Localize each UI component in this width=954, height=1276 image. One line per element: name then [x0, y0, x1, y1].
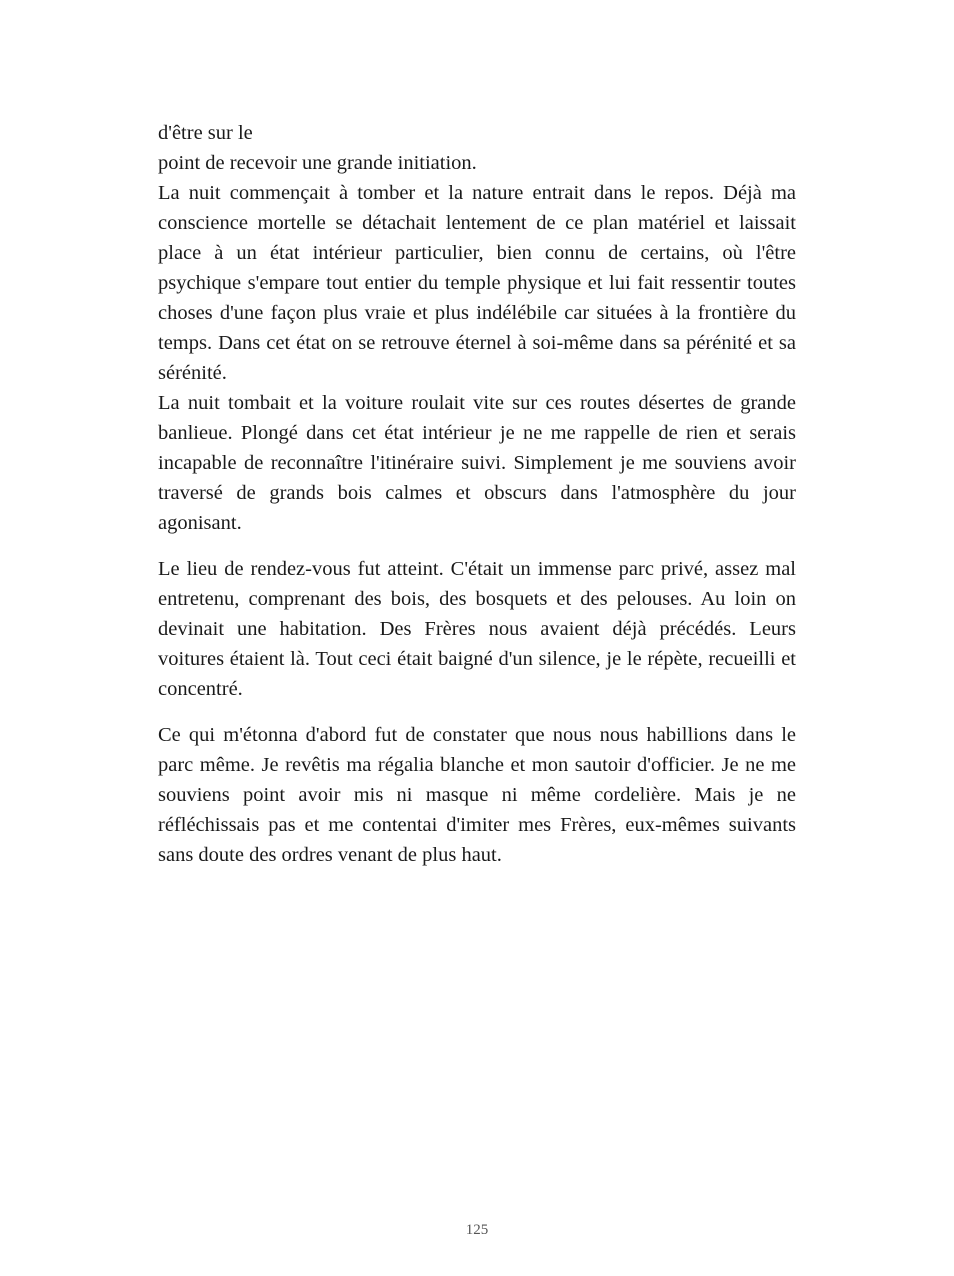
page-number: 125 [465, 1222, 489, 1238]
opening-line-1: d'être sur le [158, 122, 253, 144]
paragraph-dressing: Ce qui m'étonna d'abord fut de constater que nous nous habillions dans le parc même. Je revêtis ma régalia blanche et mon sautoir d'officier. Je ne me souviens point avoir mis ni masque ni même cordelière. Mais je ne réfléchissais pas et me contentai d'imiter mes Frères, eux-mêmes suivants sans doute des ordres venant de plus haut. [158, 724, 796, 866]
opening-line-2: point de recevoir une grande initiation. [158, 152, 477, 174]
page-body [158, 118, 796, 870]
paragraph-nightfall: La nuit commençait à tomber et la nature entrait dans le repos. Déjà ma conscience mortelle se détachait lentement de ce plan matériel et laissait place à un état intérieur particulier, bien connu de certains, où l'être psychique s'empare tout entier du temple physique et lui fait ressentir toutes choses d'une façon plus vraie et plus indélébile car situées à la frontière du temps. Dans cet état on se retrouve éternel à soi-même dans sa pérénité et sa sérénité. [158, 182, 796, 384]
paragraph-journey: La nuit tombait et la voiture roulait vite sur ces routes désertes de grande banlieue. Plongé dans cet état intérieur je ne me rappelle de rien et serais incapable de reconnaître l'itinéraire suivi. Simplement je me souviens avoir traversé de grands bois calmes et obscurs dans l'atmosphère du jour agonisant. [158, 392, 796, 534]
paragraph-meeting-place: Le lieu de rendez-vous fut atteint. C'était un immense parc privé, assez mal entretenu, comprenant des bois, des bosquets et des pelouses. Au loin on devinait une habitation. Des Frères nous avaient déjà précédés. Leurs voitures étaient là. Tout ceci était baigné d'un silence, je le répète, recueilli et concentré. [158, 558, 796, 700]
